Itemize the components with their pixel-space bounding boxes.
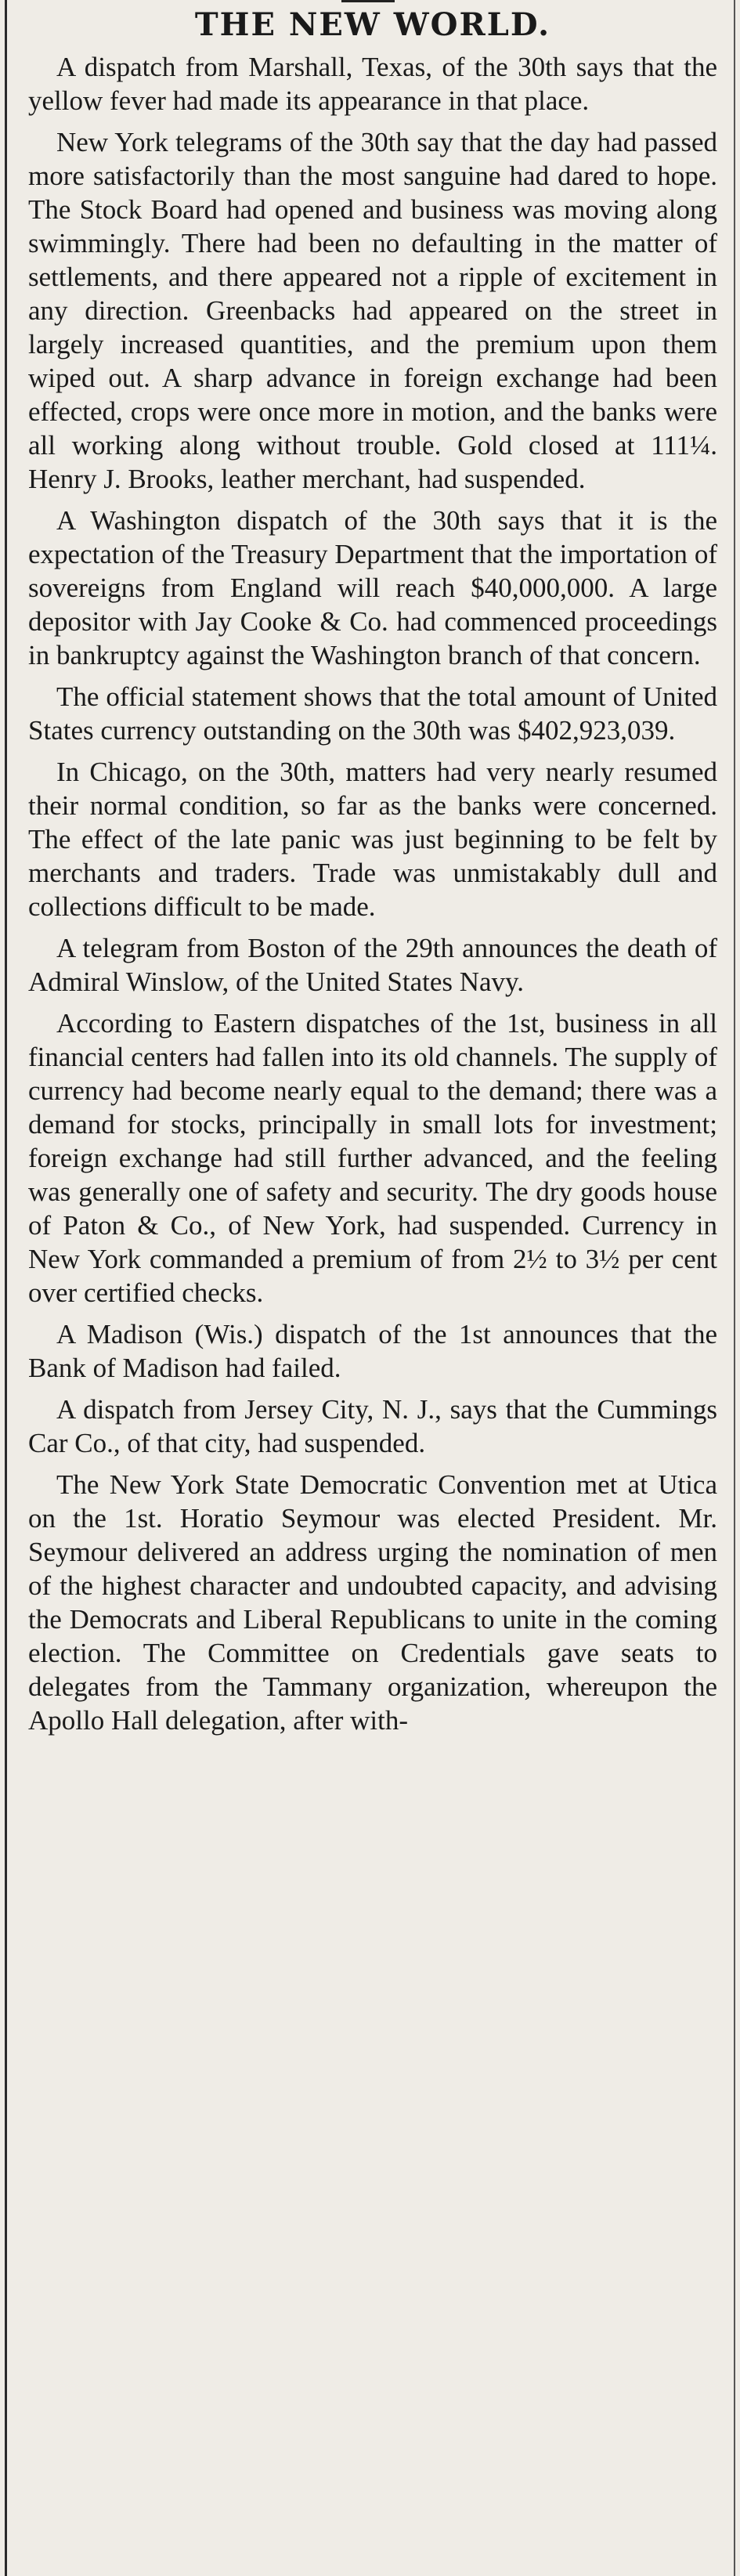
paragraph-madison-dispatch: A Madison (Wis.) dispatch of the 1st announces that the Bank of Madison had failed. xyxy=(28,1319,717,1383)
top-separator-dash xyxy=(341,0,395,2)
paragraph-boston-telegram: A telegram from Boston of the 29th announces the death of Admiral Winslow, of the United States Navy. xyxy=(28,933,717,997)
paragraph-official-statement: The official statement shows that the total amount of United States currency outstanding on the 30th was $402,923,039. xyxy=(28,681,717,746)
paragraph-new-york-telegrams: New York telegrams of the 30th say that the day had passed more satisfactorily than the most sanguine had dared to hope. The Stock Board had opened and business was moving along swimmingly. There had been no defaulting in the matter of settlements, and there appeared not a ripple of excitement in any direction. Greenbacks had appeared on the street in largely increased quantities, and the premium upon them wiped out. A sharp advance in foreign exchange had been effected, crops were once more in motion, and the banks were all working along without trouble. Gold closed at 111¼. Henry J. Brooks, leather merchant, had suspended. xyxy=(28,127,717,494)
right-column-rule xyxy=(734,0,735,2576)
paragraph-democratic-convention: The New York State Democratic Convention met at Utica on the 1st. Horatio Seymour was elected President. Mr. Seymour delivered an address urging the nomination of men of the highest character and undoubted capacity, and advising the Democrats and Liberal Republicans to unite in the coming election. The Committee on Credentials gave seats to delegates from the Tammany organization, whereupon the Apollo Hall delegation, after with- xyxy=(28,1469,717,1736)
paragraph-eastern-dispatches: According to Eastern dispatches of the 1st, business in all financial centers had fallen into its old channels. The supply of currency had become nearly equal to the demand; there was a demand for stocks, principally in small lots for investment; foreign exchange had still further advanced, and the feeling was generally one of safety and security. The dry goods house of Paton & Co., of New York, had suspended. Currency in New York commanded a premium of from 2½ to 3½ per cent over certified checks. xyxy=(28,1008,717,1308)
paragraph-jersey-city-dispatch: A dispatch from Jersey City, N. J., says that the Cummings Car Co., of that city, had suspended. xyxy=(28,1394,717,1458)
paragraph-marshall-fever: A dispatch from Marshall, Texas, of the 30th says that the yellow fever had made its appearance in that place. xyxy=(28,52,717,116)
left-column-rule xyxy=(5,0,7,2576)
article-column xyxy=(28,5,717,1745)
article-headline: THE NEW WORLD. xyxy=(194,6,551,43)
paragraph-washington-dispatch: A Washington dispatch of the 30th says that it is the expectation of the Treasury Department that the importation of sovereigns from England will reach $40,000,000. A large depositor with Jay Cooke & Co. had commenced proceedings in bankruptcy against the Washington branch of that concern. xyxy=(28,505,717,670)
paragraph-chicago: In Chicago, on the 30th, matters had very nearly resumed their normal condition, so far as the banks were concerned. The effect of the late panic was just beginning to be felt by merchants and traders. Trade was unmistakably dull and collections difficult to be made. xyxy=(28,757,717,922)
